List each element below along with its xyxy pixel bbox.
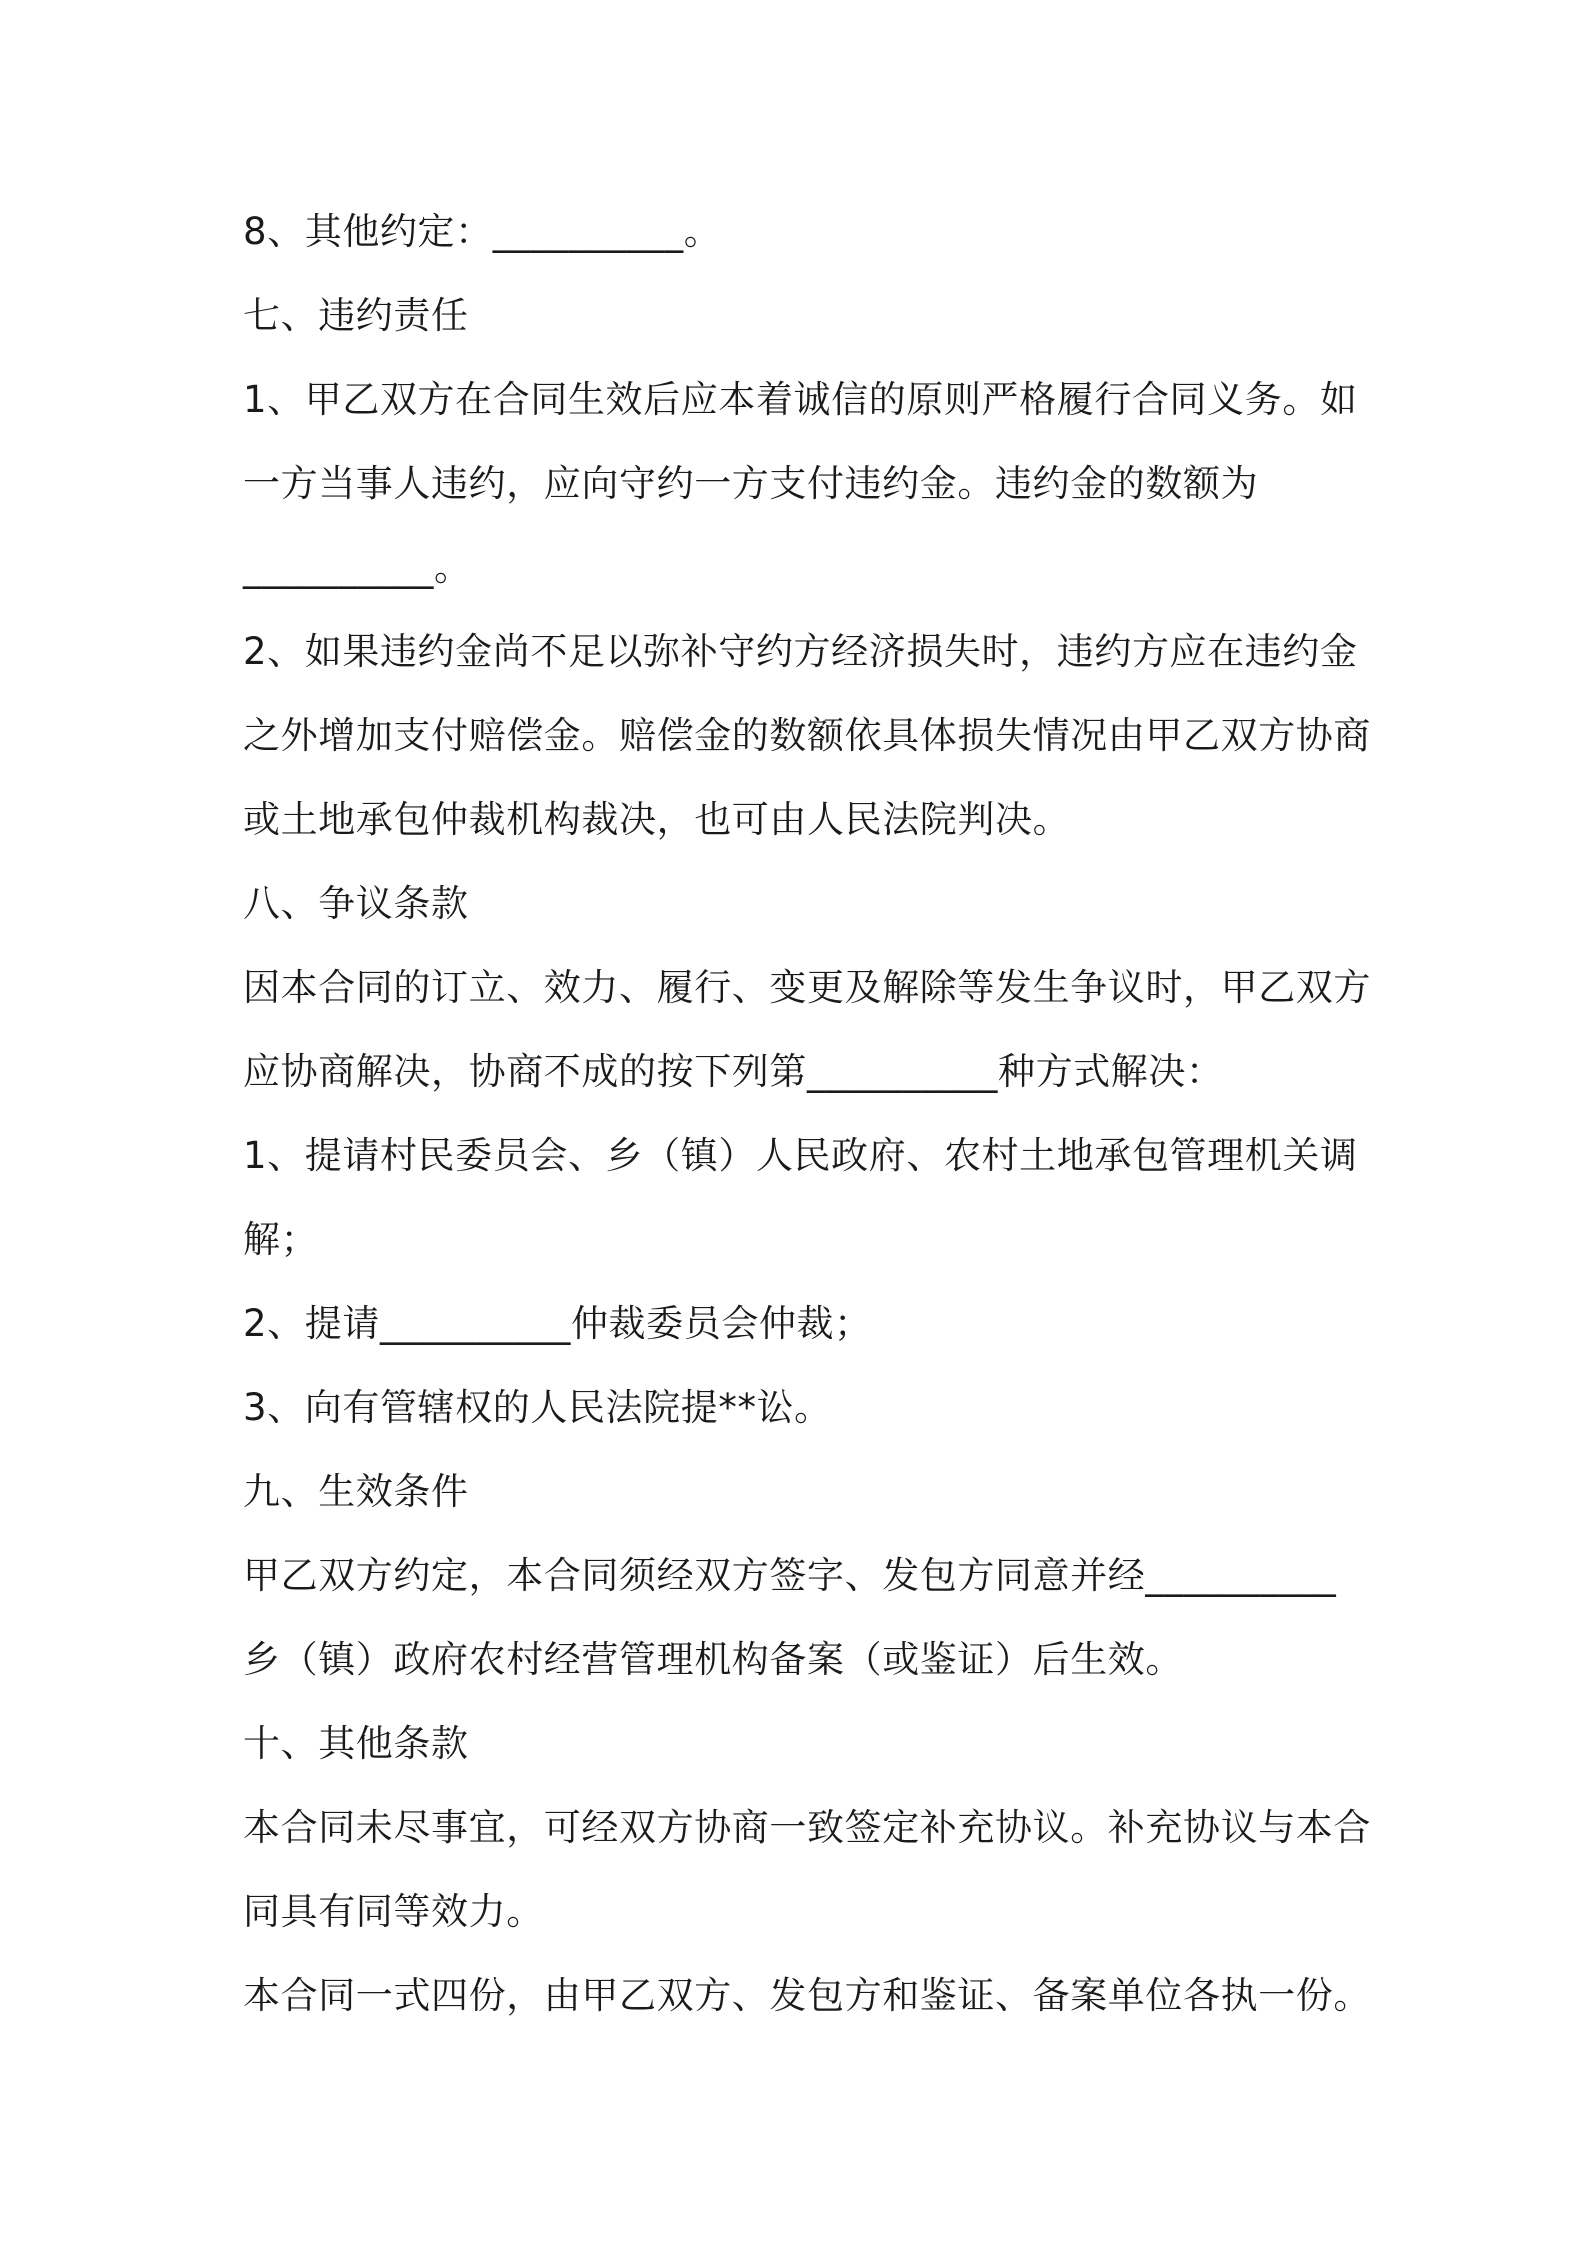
dispute-intro-line-1: 因本合同的订立、效力、履行、变更及解除等发生争议时，甲乙双方: [243, 966, 1371, 1009]
dispute-option-1-line-1: 1、提请村民委员会、乡（镇）人民政府、农村土地承包管理机关调: [243, 1134, 1358, 1177]
breach-clause-1-line-2: 一方当事人违约，应向守约一方支付违约金。违约金的数额为: [243, 462, 1259, 505]
section-heading-breach-liability: 七、违约责任: [243, 294, 469, 337]
other-terms-line-1: 本合同未尽事宜，可经双方协商一致签定补充协议。补充协议与本合: [243, 1806, 1371, 1849]
other-terms-line-2: 同具有同等效力。: [243, 1890, 544, 1933]
copies-clause: 本合同一式四份，由甲乙双方、发包方和鉴证、备案单位各执一份。: [243, 1974, 1371, 2017]
breach-clause-1-line-1: 1、甲乙双方在合同生效后应本着诚信的原则严格履行合同义务。如: [243, 378, 1358, 421]
dispute-intro-line-2: 应协商解决，协商不成的按下列第__________种方式解决：: [243, 1050, 1224, 1093]
breach-clause-1-line-3: __________。: [243, 546, 472, 589]
effective-conditions-line-1: 甲乙双方约定，本合同须经双方签字、发包方同意并经__________: [243, 1554, 1337, 1597]
breach-clause-2-line-1: 2、如果违约金尚不足以弥补守约方经济损失时，违约方应在违约金: [243, 630, 1358, 673]
section-heading-effective-conditions: 九、生效条件: [243, 1470, 469, 1513]
effective-conditions-line-2: 乡（镇）政府农村经营管理机构备案（或鉴证）后生效。: [243, 1638, 1183, 1681]
breach-clause-2-line-2: 之外增加支付赔偿金。赔偿金的数额依具体损失情况由甲乙双方协商: [243, 714, 1371, 757]
dispute-option-3: 3、向有管辖权的人民法院提**讼。: [243, 1386, 832, 1429]
section-heading-dispute: 八、争议条款: [243, 882, 469, 925]
breach-clause-2-line-3: 或土地承包仲裁机构裁决，也可由人民法院判决。: [243, 798, 1071, 841]
document-body: [243, 190, 1371, 2038]
dispute-option-1-line-2: 解；: [243, 1218, 319, 1261]
dispute-option-2: 2、提请__________仲裁委员会仲裁；: [243, 1302, 872, 1345]
section-heading-other-terms: 十、其他条款: [243, 1722, 469, 1765]
clause-8-other-agreement: 8、其他约定：__________。: [243, 210, 722, 253]
